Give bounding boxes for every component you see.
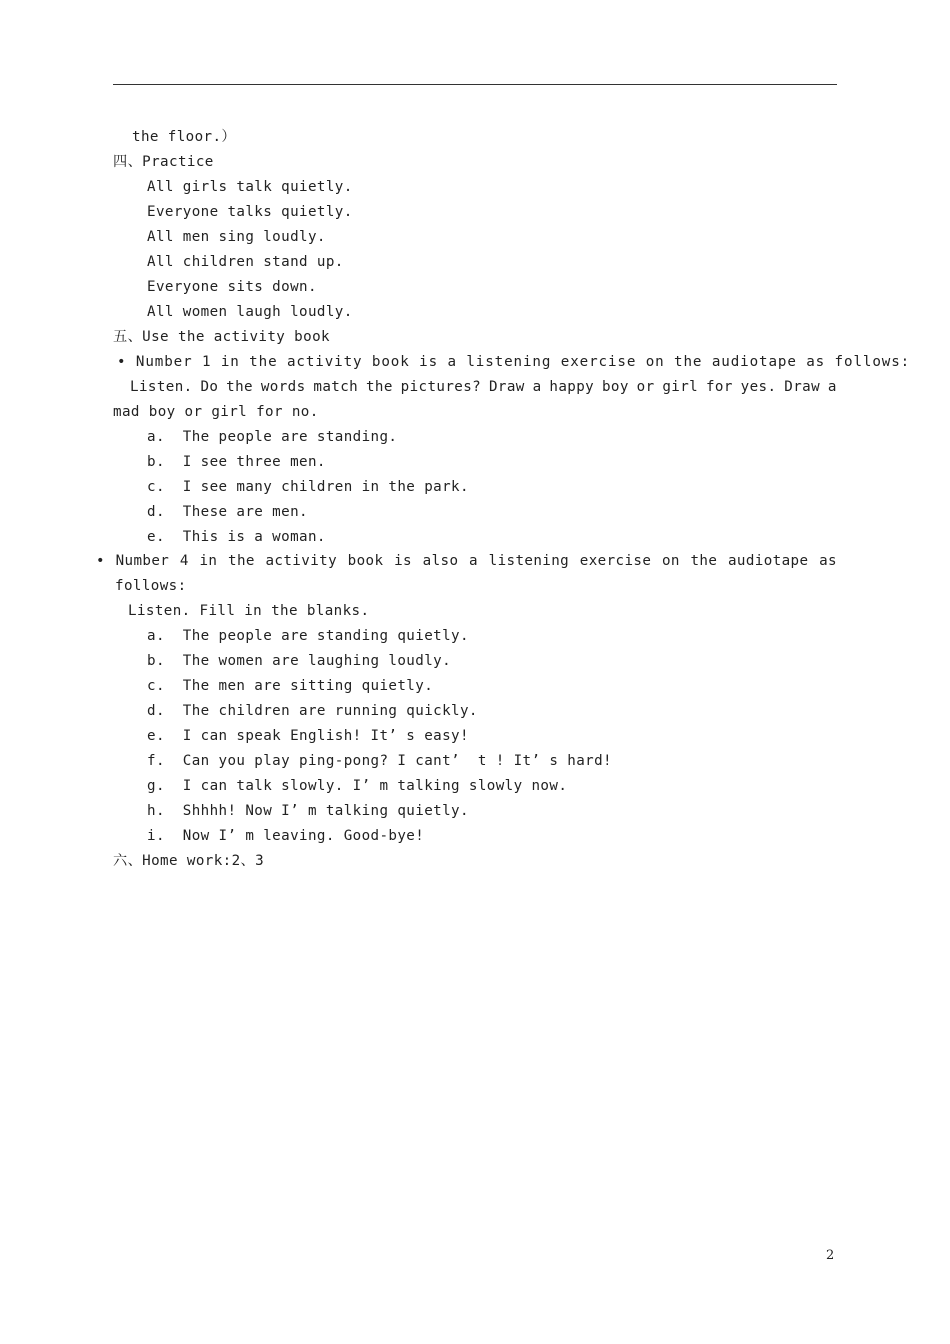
exercise-4-item: g. I can talk slowly. I’ m talking slowly now. <box>147 778 568 794</box>
word: or <box>636 379 655 395</box>
word: is <box>394 553 412 569</box>
exercise-4-instruction: Listen. Fill in the blanks. <box>128 603 370 619</box>
header-rule <box>113 84 837 85</box>
exercise-4-item: f. Can you play ping-pong? I cant’ t ! It’ s hard! <box>147 753 612 769</box>
page-number: 2 <box>826 1248 835 1263</box>
exercise-4-item: a. The people are standing quietly. <box>147 628 469 644</box>
exercise-4-item: h. Shhhh! Now I’ m talking quietly. <box>147 803 469 819</box>
practice-sentence: All girls talk quietly. <box>147 179 353 195</box>
word: the <box>228 553 255 569</box>
exercise-4-item: i. Now I’ m leaving. Good-bye! <box>147 828 425 844</box>
activity-heading: 五、Use the activity book <box>113 329 330 345</box>
exercise-1-intro: • Number 1 in the activity book is a listening exercise on the audiotape as follows: <box>117 354 911 370</box>
word: a <box>469 553 478 569</box>
practice-sentence: All women laugh loudly. <box>147 304 353 320</box>
practice-sentence: Everyone talks quietly. <box>147 204 353 220</box>
exercise-4-item: e. I can speak English! It’ s easy! <box>147 728 469 744</box>
word: Listen. <box>130 379 193 395</box>
word: Draw <box>784 379 821 395</box>
word: 4 <box>179 553 189 569</box>
practice-heading: 四、Practice <box>113 154 214 170</box>
word: on <box>661 553 680 569</box>
exercise-1-item: e. This is a woman. <box>147 529 326 545</box>
continued-line: the floor.） <box>132 129 237 145</box>
exercise-4-item: c. The men are sitting quietly. <box>147 678 434 694</box>
word: happy <box>549 379 595 395</box>
exercise-1-item: a. The people are standing. <box>147 429 398 445</box>
word: a <box>827 379 837 395</box>
exercise-1-instruction <box>130 377 837 397</box>
word: Draw <box>488 379 525 395</box>
word: audiotape <box>727 553 809 569</box>
exercise-1-item: b. I see three men. <box>147 454 326 470</box>
practice-sentence: Everyone sits down. <box>147 279 317 295</box>
word: as <box>819 553 837 569</box>
word: listening <box>488 553 570 569</box>
exercise-4-item: b. The women are laughing loudly. <box>147 653 452 669</box>
exercise-1-instruction-end: mad boy or girl for no. <box>113 404 319 420</box>
word: exercise <box>579 553 652 569</box>
practice-sentence: All men sing loudly. <box>147 229 326 245</box>
word: words <box>260 379 306 395</box>
word: Number <box>115 553 170 569</box>
word: • <box>96 553 105 569</box>
exercise-1-item: d. These are men. <box>147 504 308 520</box>
exercise-4-item: d. The children are running quickly. <box>147 703 478 719</box>
word: pictures? <box>400 379 482 395</box>
word: the <box>365 379 393 395</box>
homework-line: 六、Home work:2、3 <box>113 853 265 869</box>
word: for <box>705 379 733 395</box>
exercise-4-intro <box>96 551 837 571</box>
exercise-4-intro-end: follows: <box>115 578 187 594</box>
word: Do <box>200 379 219 395</box>
word: activity <box>265 553 338 569</box>
word: in <box>199 553 218 569</box>
word: yes. <box>740 379 777 395</box>
word: also <box>422 553 459 569</box>
word: the <box>226 379 253 395</box>
word: match <box>313 379 359 395</box>
word: the <box>690 553 718 569</box>
exercise-1-item: c. I see many children in the park. <box>147 479 469 495</box>
practice-sentence: All children stand up. <box>147 254 344 270</box>
word: girl <box>662 379 699 395</box>
word: a <box>532 379 542 395</box>
word: book <box>347 553 384 569</box>
word: boy <box>601 379 629 395</box>
